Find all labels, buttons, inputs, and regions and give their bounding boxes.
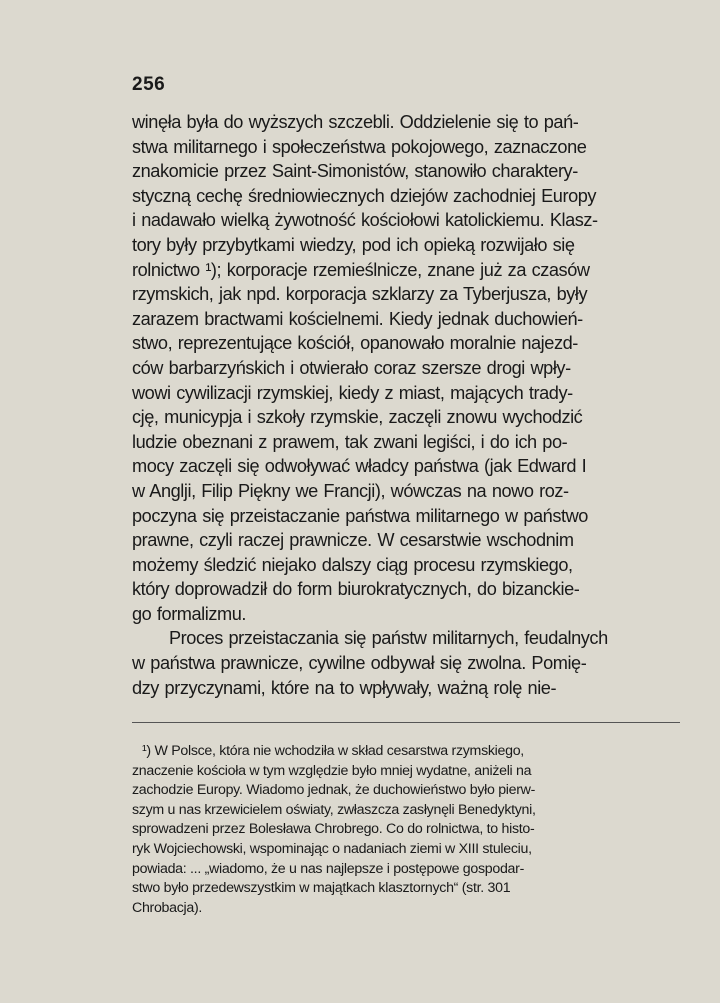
text-line: cję, municypja i szkoły rzymskie, zaczęli znowu wychodzić bbox=[132, 407, 583, 428]
footnote-line: sprowadzeni przez Bolesława Chrobrego. Co do rolnictwa, to histo- bbox=[132, 821, 535, 838]
footnote-line: znaczenie kościoła w tym względzie było mniej wydatne, aniżeli na bbox=[132, 762, 532, 779]
text-line: w Anglji, Filip Piękny we Francji), wówczas na nowo roz- bbox=[132, 480, 569, 501]
text-line: mocy zaczęli się odwoływać władcy państwa (jak Edward I bbox=[132, 456, 587, 477]
text-line: i nadawało wielką żywotność kościołowi katolickiemu. Klasz- bbox=[132, 210, 598, 231]
text-line: w państwa prawnicze, cywilne odbywał się zwolna. Pomię- bbox=[132, 653, 587, 674]
text-line: rolnictwo ¹); korporacje rzemieślnicze, znane już za czasów bbox=[132, 259, 590, 280]
text-line: styczną cechę średniowiecznych dziejów zachodniej Europy bbox=[132, 185, 597, 206]
footnote-line: szym u nas krzewicielem oświaty, zwłaszcza zasłynęli Benedyktyni, bbox=[132, 801, 536, 818]
text-line: prawne, czyli raczej prawnicze. W cesarstwie wschodnim bbox=[132, 530, 574, 551]
footnote-line: Chrobacja). bbox=[132, 899, 203, 916]
text-line: ludzie obeznani z prawem, tak zwani legiści, i do ich po- bbox=[132, 431, 568, 452]
footnote-line: powiada: ... „wiadomo, że u nas najlepsze i postępowe gospodar- bbox=[132, 860, 524, 877]
footnote-line: zachodzie Europy. Wiadomo jednak, że duchowieństwo było pierw- bbox=[132, 782, 536, 799]
text-line: stwa militarnego i społeczeństwa pokojowego, zaznaczone bbox=[132, 136, 587, 157]
text-line: winęła była do wyższych szczebli. Oddzielenie się to pań- bbox=[132, 112, 579, 132]
paragraph-start-line: Proces przeistaczania się państw militarnych, feudalnych bbox=[169, 628, 608, 649]
text-line: który doprowadził do form biurokratycznych, do bizanckie- bbox=[132, 579, 580, 600]
text-line: poczyna się przeistaczanie państwa militarnego w państwo bbox=[132, 505, 588, 526]
text-line: go formalizmu. bbox=[132, 603, 246, 624]
footnote bbox=[132, 742, 680, 918]
text-line: możemy śledzić niejako dalszy ciąg procesu rzymskiego, bbox=[132, 554, 573, 575]
footnote-line: stwo było przedewszystkim w majątkach klasztornych“ (str. 301 bbox=[132, 880, 511, 897]
footnote-line: ¹) W Polsce, która nie wchodziła w skład cesarstwa rzymskiego, bbox=[142, 743, 524, 759]
footnote-divider bbox=[132, 722, 680, 723]
main-text bbox=[132, 110, 680, 700]
text-line: ców barbarzyńskich i otwierało coraz szersze drogi wpły- bbox=[132, 357, 571, 378]
text-line: rzymskich, jak npd. korporacja szklarzy za Tyberjusza, były bbox=[132, 284, 588, 305]
footnote-line: ryk Wojciechowski, wspominając o nadaniach ziemi w XIII stuleciu, bbox=[132, 840, 532, 857]
text-line: dzy przyczynami, które na to wpływały, ważną rolę nie- bbox=[132, 677, 557, 698]
text-line: tory były przybytkami wiedzy, pod ich opieką rozwijało się bbox=[132, 234, 575, 255]
page-number: 256 bbox=[132, 74, 166, 95]
text-line: zarazem bractwami kościelnemi. Kiedy jednak duchowień- bbox=[132, 308, 583, 329]
text-line: znakomicie przez Saint-Simonistów, stanowiło charaktery- bbox=[132, 161, 578, 182]
text-line: wowi cywilizacji rzymskiej, kiedy z miast, mających trady- bbox=[132, 382, 573, 403]
text-line: stwo, reprezentujące kościół, opanowało moralnie najezd- bbox=[132, 333, 578, 354]
